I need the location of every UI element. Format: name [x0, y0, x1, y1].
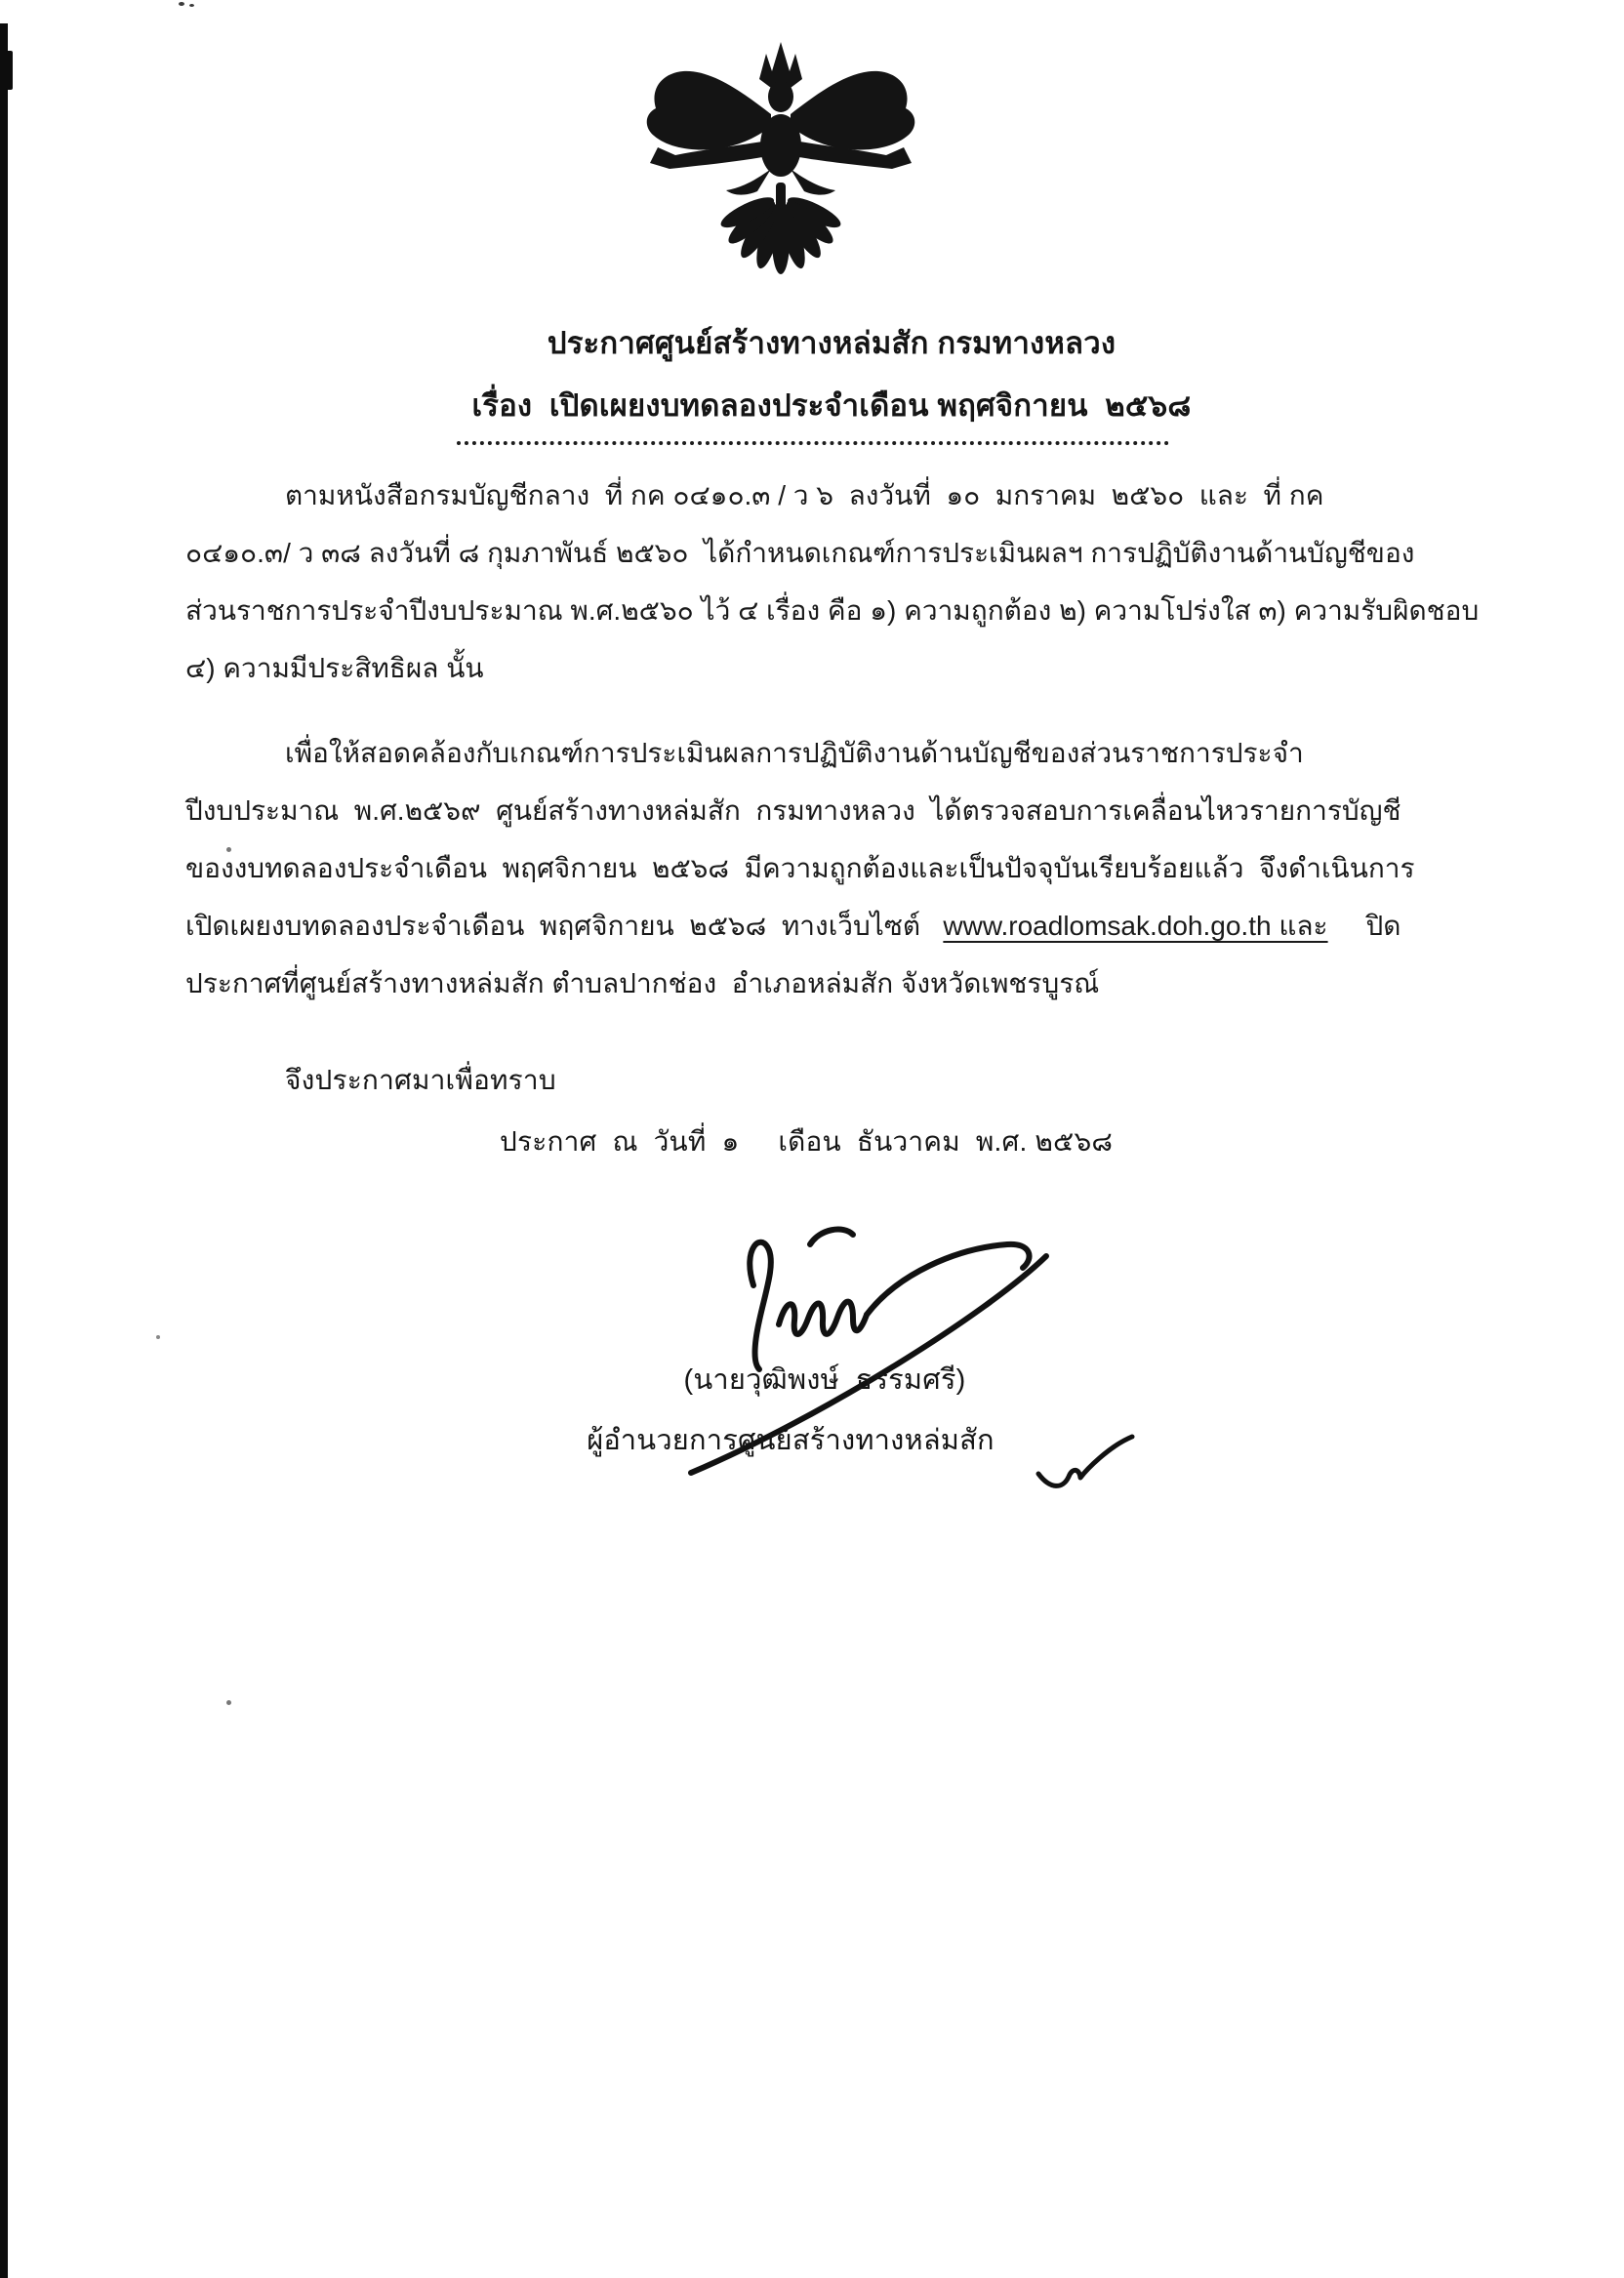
- text-line: เพื่อให้สอดคล้องกับเกณฑ์การประเมินผลการปฏิบัติงานด้านบัญชีของส่วนราชการประจำ: [285, 738, 1304, 768]
- dotted-divider: [457, 441, 1169, 445]
- text-line: ของงบทดลองประจำเดือน พฤศจิกายน ๒๕๖๘ มีความถูกต้องและเป็นปัจจุบันเรียบร้อยแล้ว จึงดำเนินการ: [185, 853, 1415, 883]
- website-link[interactable]: www.roadlomsak.doh.go.th และ: [943, 911, 1328, 941]
- announcement-date-line: ประกาศ ณ วันที่ ๑ เดือน ธันวาคม พ.ศ. ๒๕๖๘: [500, 1126, 1114, 1157]
- paragraph-disclosure: [185, 724, 1483, 1012]
- paragraph-references: [185, 467, 1483, 697]
- scan-speck: [189, 4, 194, 7]
- text-line: ปีงบประมาณ พ.ศ.๒๕๖๙ ศูนย์สร้างทางหล่มสัก กรมทางหลวง ได้ตรวจสอบการเคลื่อนไหวรายการบัญชี: [185, 795, 1401, 826]
- announcement-subject: เรื่อง เปิดเผยงบทดลองประจำเดือน พฤศจิกายน ๒๕๖๘: [471, 388, 1192, 423]
- text-line: ส่วนราชการประจำปีงบประมาณ พ.ศ.๒๕๖๐ ไว้ ๔ เรื่อง คือ ๑) ความถูกต้อง ๒) ความโปร่งใส ๓) ความรับผิดชอบ: [185, 595, 1480, 626]
- scan-speck: [179, 2, 184, 6]
- garuda-emblem-icon: [634, 37, 927, 303]
- text-line: ตามหนังสือกรมบัญชีกลาง ที่ กค ๐๔๑๐.๓ / ว ๖ ลงวันที่ ๑๐ มกราคม ๒๕๖๐ และ ที่ กค: [285, 480, 1324, 510]
- text-line-with-link: [185, 897, 1483, 955]
- scan-edge-artifact: [6, 51, 13, 90]
- scan-speck: [226, 1700, 231, 1705]
- announcement-title: ประกาศศูนย์สร้างทางหล่มสัก กรมทางหลวง: [547, 326, 1116, 360]
- text-segment: เปิดเผยงบทดลองประจำเดือน พฤศจิกายน ๒๕๖๘ ทางเว็บไซต์: [185, 911, 944, 941]
- text-segment: ปิด: [1327, 911, 1401, 941]
- scan-speck: [156, 1335, 160, 1339]
- text-line: ๐๔๑๐.๓/ ว ๓๘ ลงวันที่ ๘ กุมภาพันธ์ ๒๕๖๐ ได้กำหนดเกณฑ์การประเมินผลฯ การปฏิบัติงานด้านบัญชีของ: [185, 538, 1415, 568]
- text-line: ประกาศที่ศูนย์สร้างทางหล่มสัก ตำบลปากช่อง อำเภอหล่มสัก จังหวัดเพชรบูรณ์: [185, 968, 1100, 998]
- signer-position: ผู้อำนวยการศูนย์สร้างทางหล่มสัก: [587, 1425, 995, 1456]
- scan-edge-artifact: [0, 23, 8, 2278]
- signer-name: (นายวุฒิพงษ์ ธรรมศรี): [683, 1364, 966, 1396]
- text-line: ๔) ความมีประสิทธิผล นั้น: [185, 653, 484, 683]
- closing-statement: จึงประกาศมาเพื่อทราบ: [285, 1065, 556, 1095]
